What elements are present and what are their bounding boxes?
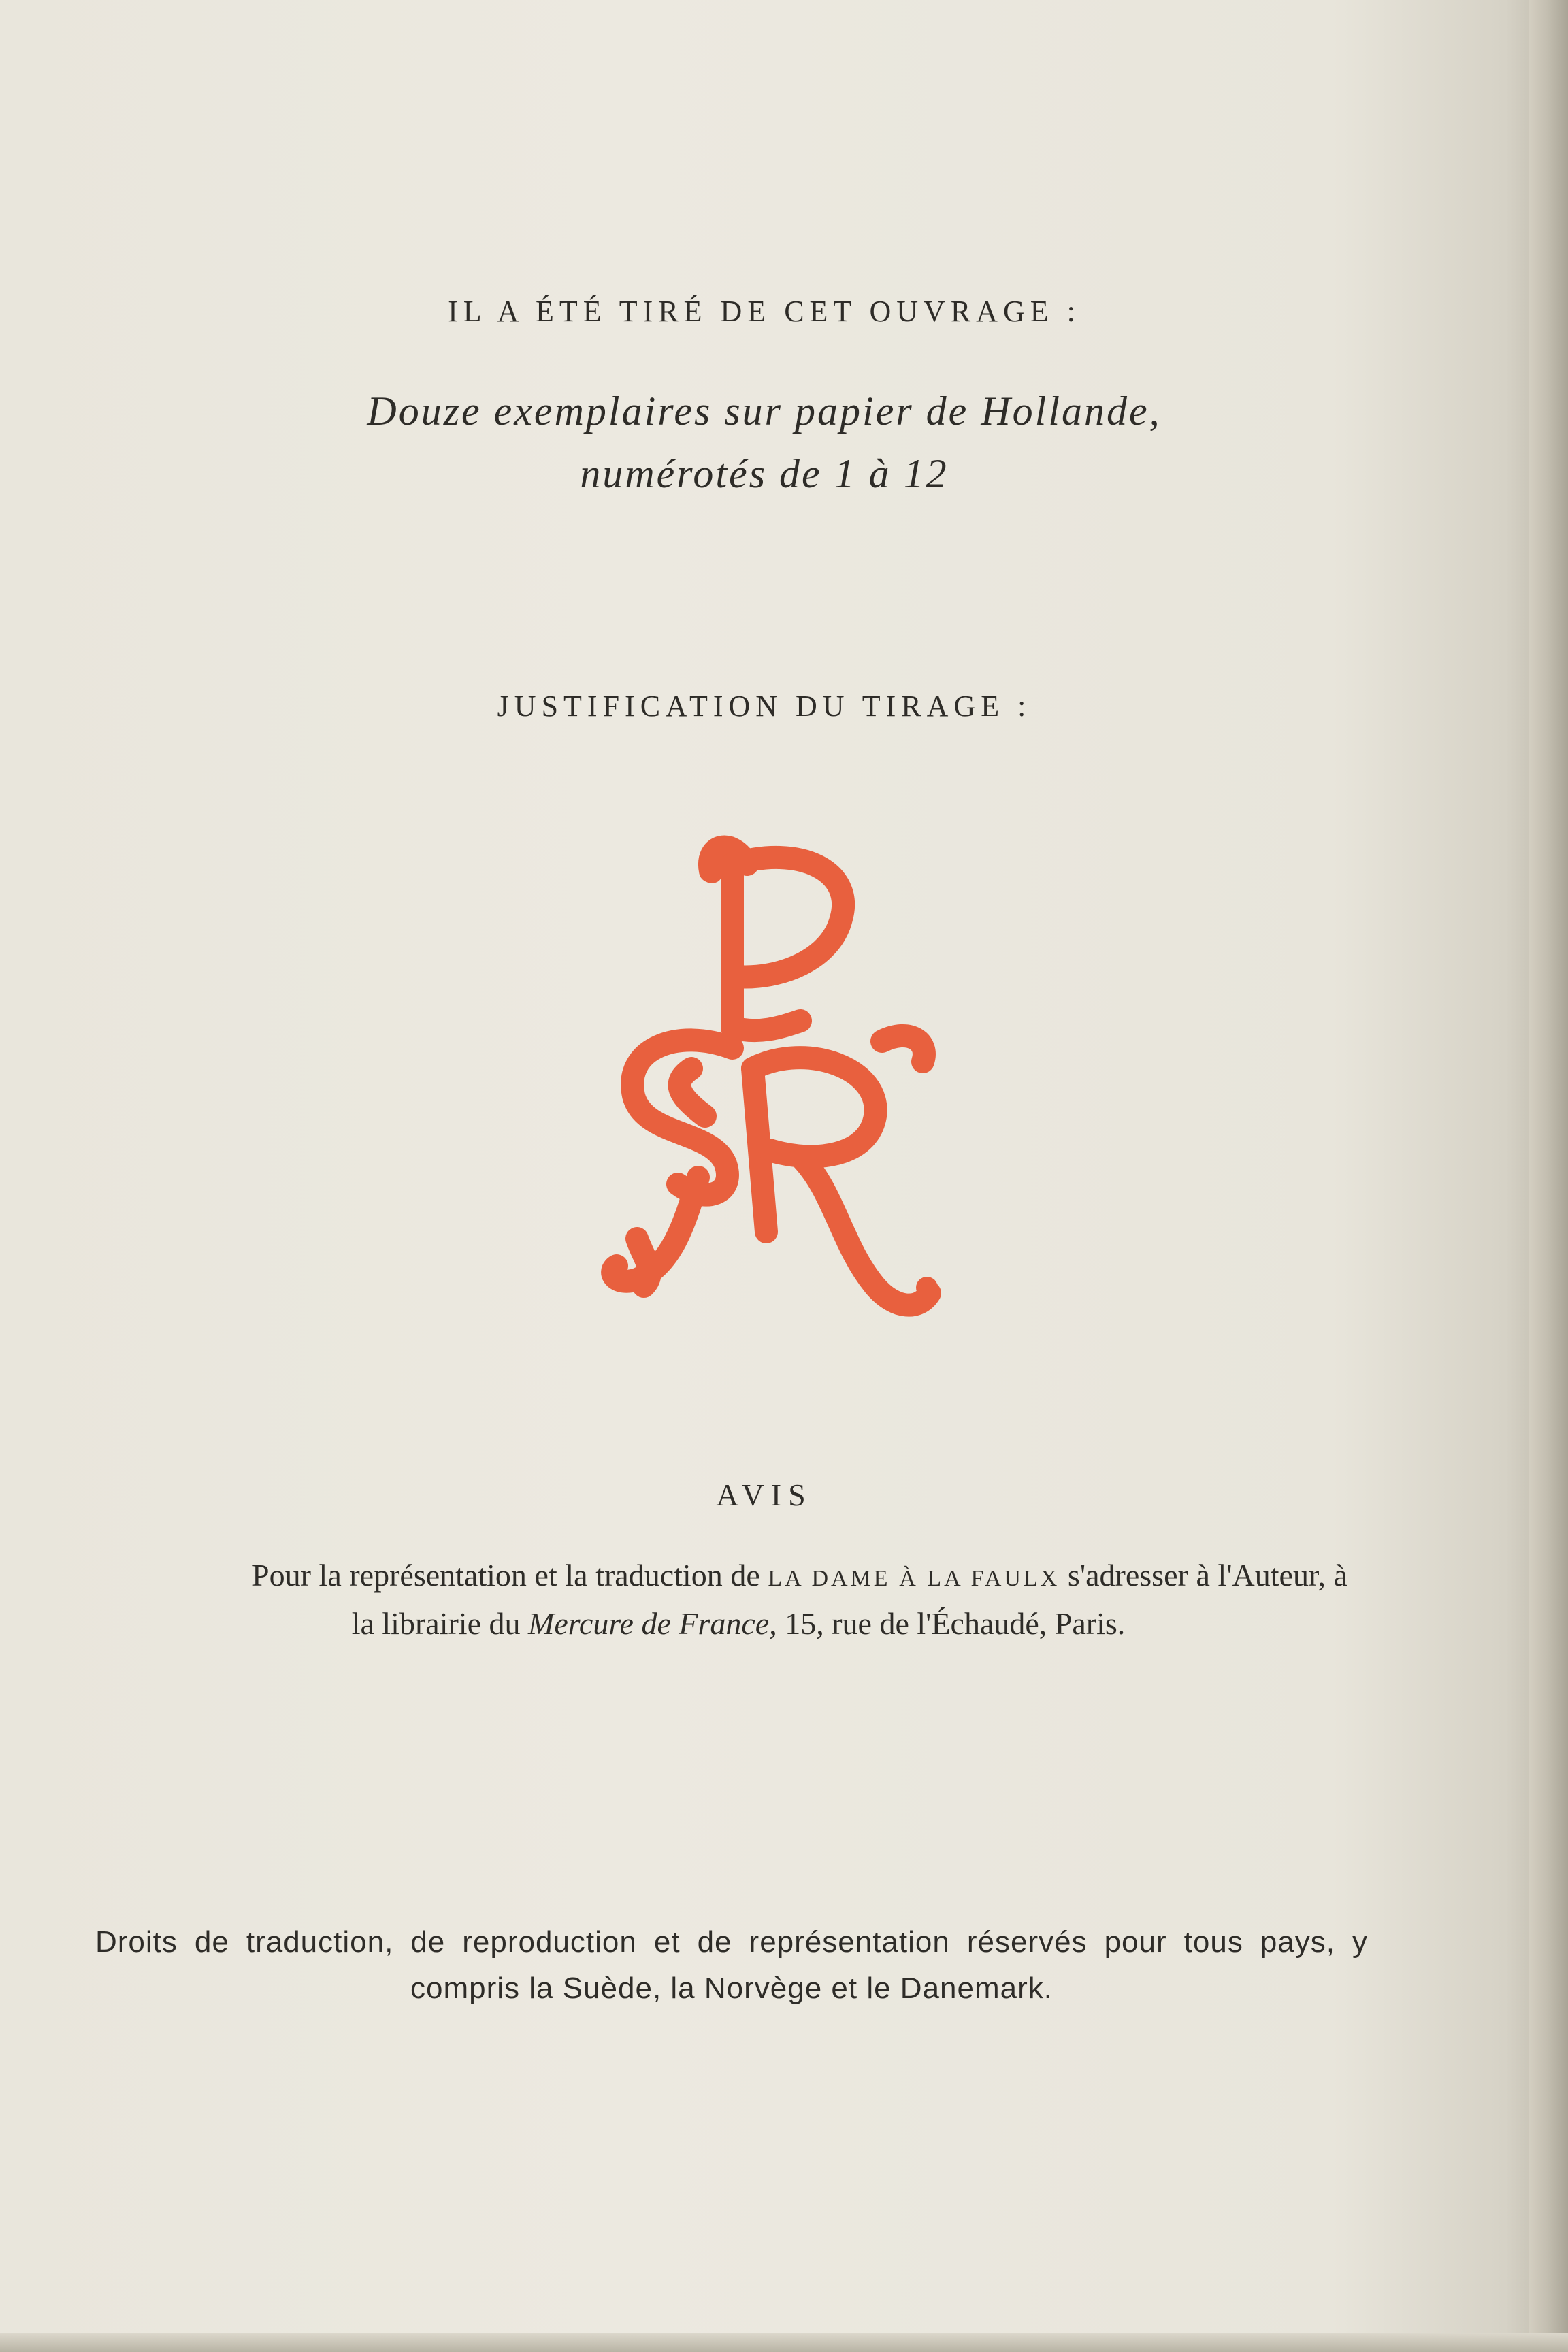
copies-line-1: Douze exemplaires sur papier de Hollande, — [367, 389, 1162, 434]
avis-text-before: Pour la représentation et la traduction de — [252, 1558, 768, 1592]
print-run-heading: IL A ÉTÉ TIRÉ DE CET OUVRAGE : — [448, 295, 1081, 328]
publisher-name: Mercure de France — [528, 1606, 770, 1641]
monogram-stamp — [596, 823, 950, 1341]
bottom-edge — [0, 2333, 1568, 2352]
avis-paragraph — [129, 1553, 1348, 1646]
avis-text-after: , 15, rue de l'Échaudé, Paris. — [769, 1606, 1126, 1641]
page-edge — [1529, 0, 1568, 2352]
play-title: LA DAME À LA FAULX — [768, 1566, 1060, 1591]
justification-heading: JUSTIFICATION DU TIRAGE : — [497, 689, 1032, 723]
copies-line-2: numérotés de 1 à 12 — [580, 451, 949, 496]
avis-text-middle: s'adresser à l'Auteur, à la librairie du — [351, 1558, 1348, 1641]
rights-notice: Droits de traduction, de reproduction et de représentation réservés pour tous pays, y compris la Suède, la Norvège et le Danemark. — [95, 1925, 1368, 2005]
avis-title: AVIS — [716, 1477, 813, 1512]
